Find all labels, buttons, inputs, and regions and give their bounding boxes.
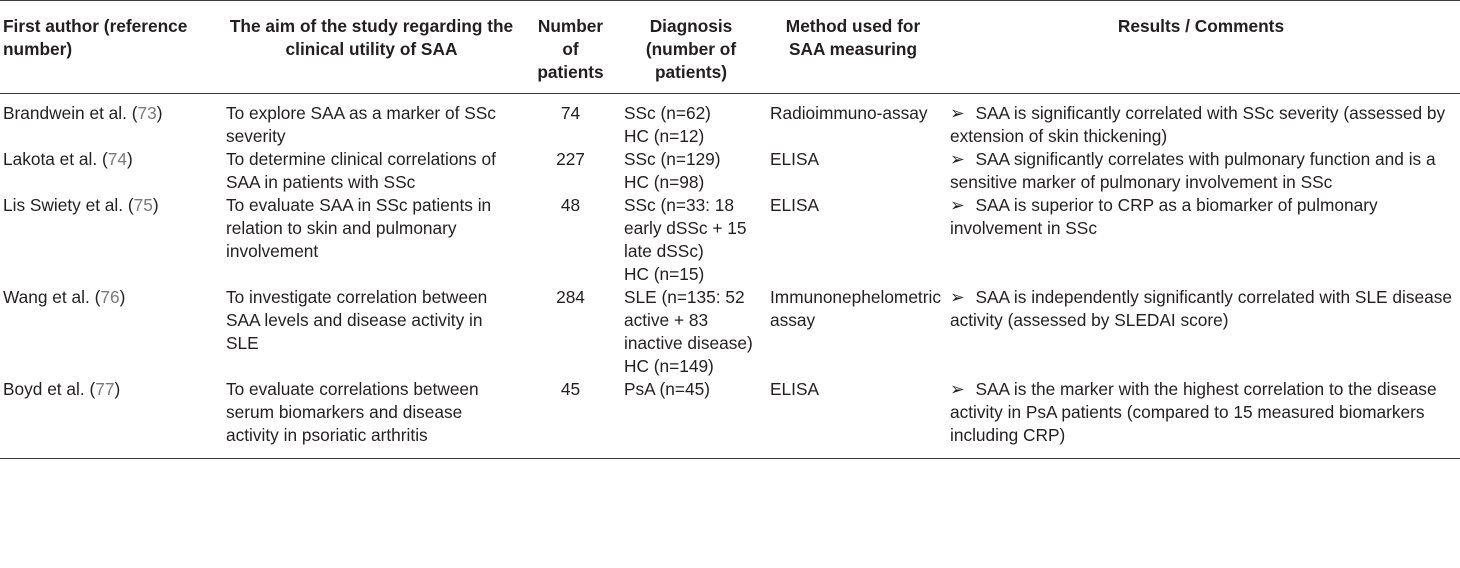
- header-row: [0, 1, 1460, 94]
- patients-cell: 74: [560, 103, 581, 123]
- result-cell: [942, 94, 1460, 149]
- diagnosis-line: SSc (n=33: 18 early dSSc + 15 late dSSc): [624, 195, 747, 261]
- patients-cell: 45: [560, 379, 581, 399]
- author-name: Lis Swiety et al.: [3, 195, 124, 215]
- aim-cell: To determine clinical correlations of SAA in patients with SSc: [226, 149, 496, 192]
- aim-cell: To evaluate correlations between serum biomarkers and disease activity in psoriatic arthritis: [226, 379, 479, 445]
- table-row: [0, 286, 1460, 378]
- diagnosis-line: PsA (n=45): [624, 379, 710, 399]
- result-text: SAA is superior to CRP as a biomarker of pulmonary involvement in SSc: [950, 195, 1378, 238]
- author-name: Boyd et al.: [3, 379, 85, 399]
- author-cell: Lis Swiety et al. (75): [3, 195, 159, 215]
- arrow-bullet-icon: ➢: [950, 287, 965, 307]
- author-name: Wang et al.: [3, 287, 90, 307]
- aim-cell: To explore SAA as a marker of SSc severity: [226, 103, 496, 146]
- table-header: [0, 1, 1460, 94]
- diagnosis-line: HC (n=98): [624, 172, 705, 192]
- result-cell: [942, 378, 1460, 459]
- result-text: SAA is significantly correlated with SSc severity (assessed by extension of skin thickening): [950, 103, 1446, 146]
- header-first-author: First author (reference number): [3, 16, 188, 59]
- table-body: [0, 94, 1460, 459]
- table-row: [0, 194, 1460, 286]
- author-cell: Wang et al. (76): [3, 287, 126, 307]
- table-row: [0, 378, 1460, 459]
- aim-cell: To investigate correlation between SAA levels and disease activity in SLE: [226, 287, 488, 353]
- arrow-bullet-icon: ➢: [950, 379, 965, 399]
- result-text: SAA is independently significantly correlated with SLE disease activity (assessed by SLEDAI score): [950, 287, 1452, 330]
- method-cell: ELISA: [770, 379, 819, 399]
- patients-cell: 284: [556, 287, 585, 307]
- result-cell: [942, 148, 1460, 194]
- header-number-of-patients: Number of patients: [537, 16, 604, 82]
- reference-link[interactable]: 77: [95, 379, 115, 399]
- method-cell: Immunonephelometric assay: [770, 287, 941, 330]
- diagnosis-cell: [618, 94, 764, 149]
- header-diagnosis: Diagnosis (number of patients): [645, 16, 737, 82]
- diagnosis-line: HC (n=12): [624, 126, 705, 146]
- result-cell: [942, 194, 1460, 286]
- author-cell: Lakota et al. (74): [3, 149, 133, 169]
- diagnosis-line: HC (n=15): [624, 264, 705, 284]
- method-cell: ELISA: [770, 195, 819, 215]
- diagnosis-cell: [618, 194, 764, 286]
- diagnosis-cell: [618, 378, 764, 459]
- header-method: Method used for SAA measuring: [785, 16, 921, 59]
- diagnosis-line: SSc (n=62): [624, 103, 711, 123]
- diagnosis-line: HC (n=149): [624, 356, 714, 376]
- author-cell: Brandwein et al. (73): [3, 103, 163, 123]
- reference-link[interactable]: 75: [133, 195, 153, 215]
- reference-link[interactable]: 76: [100, 287, 120, 307]
- diagnosis-line: SLE (n=135: 52 active + 83 inactive disease): [624, 287, 753, 353]
- header-results: Results / Comments: [1117, 16, 1285, 36]
- result-text: SAA is the marker with the highest correlation to the disease activity in PsA patients (compared to 15 measured biomarkers including CRP): [950, 379, 1437, 445]
- arrow-bullet-icon: ➢: [950, 149, 965, 169]
- patients-cell: 48: [560, 195, 581, 215]
- method-cell: ELISA: [770, 149, 819, 169]
- patients-cell: 227: [556, 149, 585, 169]
- author-cell: Boyd et al. (77): [3, 379, 121, 399]
- diagnosis-cell: [618, 148, 764, 194]
- reference-link[interactable]: 73: [137, 103, 157, 123]
- method-cell: Radioimmuno-assay: [770, 103, 928, 123]
- reference-link[interactable]: 74: [107, 149, 127, 169]
- diagnosis-line: SSc (n=129): [624, 149, 721, 169]
- header-aim: The aim of the study regarding the clinical utility of SAA: [229, 16, 514, 59]
- diagnosis-cell: [618, 286, 764, 378]
- arrow-bullet-icon: ➢: [950, 103, 965, 123]
- author-name: Brandwein et al.: [3, 103, 127, 123]
- author-name: Lakota et al.: [3, 149, 98, 169]
- table-row: [0, 94, 1460, 149]
- result-text: SAA significantly correlates with pulmonary function and is a sensitive marker of pulmonary involvement in SSc: [950, 149, 1436, 192]
- table-row: [0, 148, 1460, 194]
- result-cell: [942, 286, 1460, 378]
- arrow-bullet-icon: ➢: [950, 195, 965, 215]
- aim-cell: To evaluate SAA in SSc patients in relation to skin and pulmonary involvement: [226, 195, 492, 261]
